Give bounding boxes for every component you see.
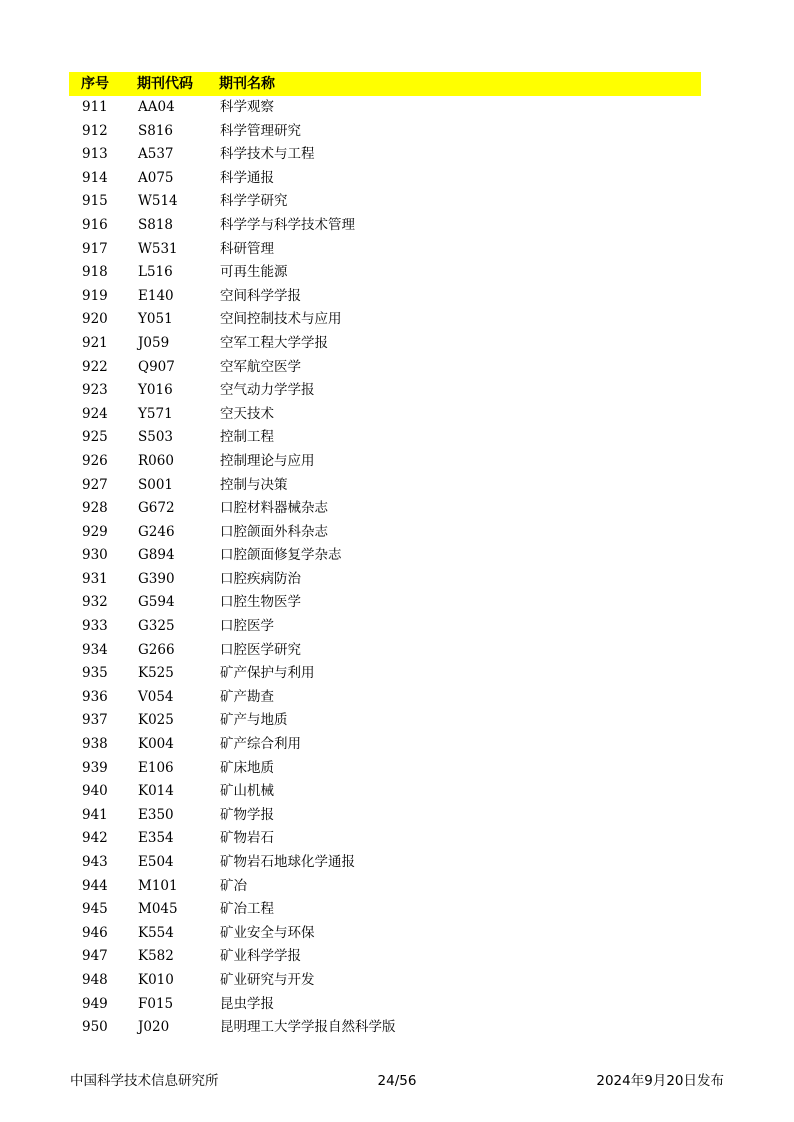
cell-journal-code: G594 <box>138 594 175 611</box>
table-row <box>69 945 701 969</box>
cell-journal-code: S818 <box>138 216 174 233</box>
cell-serial-number: 933 <box>82 618 108 635</box>
cell-serial-number: 911 <box>82 99 108 115</box>
cell-serial-number: 948 <box>82 971 108 988</box>
table-row <box>69 780 701 804</box>
table-row <box>69 827 701 851</box>
cell-serial-number: 929 <box>82 523 108 540</box>
cell-serial-number: 913 <box>82 146 108 163</box>
cell-journal-name: 控制理论与应用 <box>220 452 315 469</box>
table-row <box>69 474 701 498</box>
cell-journal-code: E140 <box>138 287 174 304</box>
cell-journal-code: Y016 <box>138 382 173 399</box>
cell-serial-number: 912 <box>82 122 108 139</box>
cell-serial-number: 949 <box>82 995 108 1012</box>
cell-journal-code: K554 <box>138 924 174 941</box>
cell-serial-number: 942 <box>82 830 108 847</box>
cell-journal-code: S001 <box>138 476 174 493</box>
cell-serial-number: 920 <box>82 311 108 328</box>
table-row <box>69 733 701 757</box>
cell-journal-name: 科学学研究 <box>220 193 288 210</box>
header-serial-number: 序号 <box>81 76 109 92</box>
table-row <box>69 993 701 1017</box>
cell-serial-number: 934 <box>82 641 108 658</box>
cell-journal-name: 口腔颌面外科杂志 <box>220 523 328 540</box>
cell-serial-number: 918 <box>82 264 108 281</box>
cell-serial-number: 950 <box>82 1019 108 1036</box>
table-row <box>69 969 701 993</box>
cell-journal-name: 矿山机械 <box>220 783 274 800</box>
cell-journal-code: J059 <box>138 334 170 351</box>
cell-serial-number: 915 <box>82 193 108 210</box>
cell-journal-code: K004 <box>138 736 174 753</box>
cell-journal-name: 口腔医学 <box>220 618 274 635</box>
table-row <box>69 615 701 639</box>
cell-journal-name: 空军工程大学学报 <box>220 334 328 351</box>
table-row <box>69 922 701 946</box>
cell-journal-name: 矿业研究与开发 <box>220 971 315 988</box>
cell-serial-number: 921 <box>82 334 108 351</box>
cell-serial-number: 943 <box>82 854 108 870</box>
cell-serial-number: 931 <box>82 570 108 587</box>
table-row <box>69 356 701 380</box>
cell-journal-code: Q907 <box>138 358 175 375</box>
cell-serial-number: 938 <box>82 736 108 753</box>
table-row <box>69 898 701 922</box>
cell-journal-name: 昆明理工大学学报自然科学版 <box>220 1019 396 1036</box>
table-row <box>69 167 701 191</box>
table-row <box>69 662 701 686</box>
cell-journal-name: 矿产勘查 <box>220 688 274 705</box>
cell-serial-number: 941 <box>82 806 108 823</box>
cell-serial-number: 916 <box>82 216 108 233</box>
cell-journal-name: 矿冶工程 <box>220 901 274 918</box>
table-row <box>69 709 701 733</box>
cell-serial-number: 927 <box>82 476 108 493</box>
table-row <box>69 120 701 144</box>
cell-journal-code: L516 <box>138 264 173 281</box>
cell-journal-code: G246 <box>138 523 175 540</box>
cell-serial-number: 922 <box>82 358 108 375</box>
table-row <box>69 379 701 403</box>
table-row <box>69 426 701 450</box>
cell-journal-name: 空间科学学报 <box>220 287 301 304</box>
cell-journal-code: A537 <box>138 146 174 163</box>
cell-journal-code: G325 <box>138 618 175 635</box>
table-row <box>69 285 701 309</box>
footer-organization: 中国科学技术信息研究所 <box>70 1073 219 1089</box>
cell-journal-code: S816 <box>138 122 174 139</box>
header-journal-name: 期刊名称 <box>219 76 275 92</box>
table-row <box>69 568 701 592</box>
cell-journal-code: K010 <box>138 971 174 988</box>
table-row <box>69 804 701 828</box>
cell-journal-name: 矿产综合利用 <box>220 736 301 753</box>
cell-serial-number: 930 <box>82 547 108 564</box>
cell-journal-code: F015 <box>138 995 174 1012</box>
cell-journal-name: 矿床地质 <box>220 759 274 776</box>
cell-serial-number: 944 <box>82 877 108 894</box>
cell-journal-name: 口腔疾病防治 <box>220 570 301 587</box>
table-row <box>69 521 701 545</box>
table-row <box>69 875 701 899</box>
cell-journal-name: 科学学与科学技术管理 <box>220 216 355 233</box>
cell-journal-code: M101 <box>138 877 178 894</box>
table-row <box>69 214 701 238</box>
cell-journal-code: E504 <box>138 854 174 870</box>
cell-serial-number: 939 <box>82 759 108 776</box>
cell-serial-number: 925 <box>82 429 108 446</box>
cell-serial-number: 914 <box>82 169 108 186</box>
cell-journal-code: M045 <box>138 901 178 918</box>
page-footer <box>0 1071 794 1091</box>
cell-journal-code: Y571 <box>138 405 173 422</box>
cell-journal-code: E350 <box>138 806 174 823</box>
cell-journal-code: S503 <box>138 429 174 446</box>
cell-journal-name: 科学通报 <box>220 169 274 186</box>
cell-journal-name: 控制与决策 <box>220 476 288 493</box>
cell-journal-name: 空间控制技术与应用 <box>220 311 342 328</box>
footer-publish-date: 2024年9月20日发布 <box>596 1073 724 1089</box>
table-body <box>69 96 701 1040</box>
cell-journal-code: Y051 <box>138 311 173 328</box>
cell-journal-name: 矿业科学学报 <box>220 948 301 965</box>
table-row <box>69 450 701 474</box>
table-row <box>69 96 701 120</box>
cell-journal-name: 科学管理研究 <box>220 122 301 139</box>
cell-journal-code: G266 <box>138 641 175 658</box>
table-row <box>69 686 701 710</box>
cell-journal-name: 矿冶 <box>220 877 247 894</box>
table-row <box>69 851 701 875</box>
cell-journal-name: 矿物岩石地球化学通报 <box>220 854 355 870</box>
cell-serial-number: 937 <box>82 712 108 729</box>
cell-serial-number: 936 <box>82 688 108 705</box>
cell-journal-name: 矿物岩石 <box>220 830 274 847</box>
journal-table <box>69 72 701 1040</box>
table-row <box>69 403 701 427</box>
table-row <box>69 591 701 615</box>
cell-serial-number: 926 <box>82 452 108 469</box>
cell-serial-number: 928 <box>82 500 108 517</box>
cell-journal-code: W514 <box>138 193 178 210</box>
cell-journal-code: K014 <box>138 783 174 800</box>
cell-serial-number: 940 <box>82 783 108 800</box>
table-row <box>69 1016 701 1040</box>
cell-journal-name: 可再生能源 <box>220 264 288 281</box>
cell-journal-code: W531 <box>138 240 178 257</box>
cell-journal-code: AA04 <box>138 99 175 115</box>
table-row <box>69 497 701 521</box>
table-row <box>69 143 701 167</box>
table-row <box>69 757 701 781</box>
cell-journal-name: 科研管理 <box>220 240 274 257</box>
cell-journal-code: V054 <box>138 688 174 705</box>
table-row <box>69 308 701 332</box>
cell-journal-name: 口腔材料器械杂志 <box>220 500 328 517</box>
cell-journal-code: G390 <box>138 570 175 587</box>
cell-journal-name: 矿产保护与利用 <box>220 665 315 682</box>
cell-serial-number: 945 <box>82 901 108 918</box>
cell-serial-number: 932 <box>82 594 108 611</box>
cell-journal-name: 昆虫学报 <box>220 995 274 1012</box>
cell-journal-name: 控制工程 <box>220 429 274 446</box>
table-row <box>69 261 701 285</box>
table-header-row <box>69 72 701 96</box>
cell-journal-code: A075 <box>138 169 174 186</box>
cell-serial-number: 919 <box>82 287 108 304</box>
cell-journal-code: E106 <box>138 759 174 776</box>
table-row <box>69 190 701 214</box>
cell-serial-number: 947 <box>82 948 108 965</box>
cell-serial-number: 946 <box>82 924 108 941</box>
cell-journal-code: K582 <box>138 948 174 965</box>
cell-journal-name: 矿物学报 <box>220 806 274 823</box>
table-row <box>69 332 701 356</box>
cell-serial-number: 917 <box>82 240 108 257</box>
cell-journal-code: G894 <box>138 547 175 564</box>
table-row <box>69 544 701 568</box>
cell-journal-code: R060 <box>138 452 174 469</box>
cell-journal-name: 口腔颌面修复学杂志 <box>220 547 342 564</box>
cell-journal-name: 口腔生物医学 <box>220 594 301 611</box>
header-journal-code: 期刊代码 <box>137 76 193 92</box>
table-row <box>69 238 701 262</box>
cell-journal-name: 科学技术与工程 <box>220 146 315 163</box>
cell-journal-name: 科学观察 <box>220 99 274 115</box>
cell-journal-code: J020 <box>138 1019 170 1036</box>
cell-journal-code: E354 <box>138 830 174 847</box>
cell-journal-code: K025 <box>138 712 174 729</box>
table-row <box>69 639 701 663</box>
cell-journal-name: 空气动力学学报 <box>220 382 315 399</box>
cell-serial-number: 924 <box>82 405 108 422</box>
cell-journal-code: K525 <box>138 665 174 682</box>
cell-journal-name: 空军航空医学 <box>220 358 301 375</box>
cell-serial-number: 923 <box>82 382 108 399</box>
footer-page-number: 24/56 <box>377 1073 417 1089</box>
cell-journal-name: 口腔医学研究 <box>220 641 301 658</box>
cell-journal-name: 矿产与地质 <box>220 712 288 729</box>
cell-journal-code: G672 <box>138 500 175 517</box>
cell-journal-name: 矿业安全与环保 <box>220 924 315 941</box>
cell-journal-name: 空天技术 <box>220 405 274 422</box>
cell-serial-number: 935 <box>82 665 108 682</box>
